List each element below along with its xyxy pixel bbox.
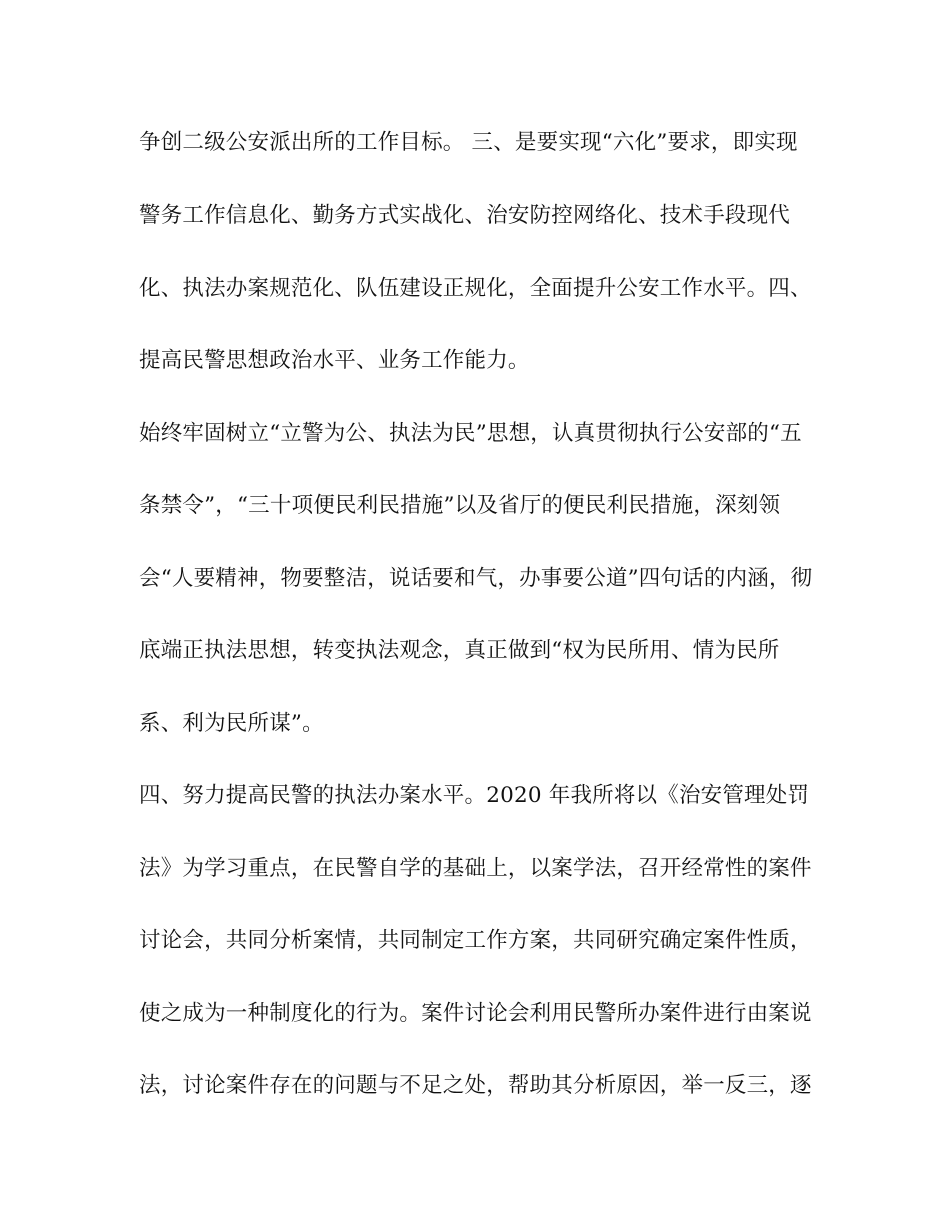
text-line: 法》为学习重点，在民警自学的基础上，以案学法，召开经常性的案件: [139, 856, 812, 881]
text-line: 会“人要精神，物要整洁，说话要和气，办事要公道”四句话的内涵，彻: [139, 566, 813, 591]
text-line: 警务工作信息化、勤务方式实战化、治安防控网络化、技术手段现代: [139, 203, 791, 228]
text-line: 四、努力提高民警的执法办案水平。2020 年我所将以《治安管理处罚: [139, 783, 810, 808]
text-line: 系、利为民所谋”。: [139, 711, 324, 736]
text-line: 始终牢固树立“立警为公、执法为民”思想，认真贯彻执行公安部的“五: [139, 421, 802, 446]
text-line: 化、执法办案规范化、队伍建设正规化，全面提升公安工作水平。四、: [139, 276, 812, 301]
text-line: 讨论会，共同分析案情，共同制定工作方案，共同研究确定案件性质，: [139, 928, 812, 953]
text-line: 底端正执法思想，转变执法观念，真正做到“权为民所用、情为民所: [139, 638, 780, 663]
text-line: 条禁令”，“三十项便民利民措施”以及省厅的便民利民措施，深刻领: [139, 493, 781, 518]
text-line: 法，讨论案件存在的问题与不足之处，帮助其分析原因，举一反三，逐: [139, 1073, 812, 1098]
text-line: 提高民警思想政治水平、业务工作能力。: [139, 348, 530, 373]
text-line: 使之成为一种制度化的行为。案件讨论会利用民警所办案件进行由案说: [139, 1001, 812, 1026]
text-line: 争创二级公安派出所的工作目标。 三、是要实现“六化”要求，即实现: [139, 130, 798, 155]
